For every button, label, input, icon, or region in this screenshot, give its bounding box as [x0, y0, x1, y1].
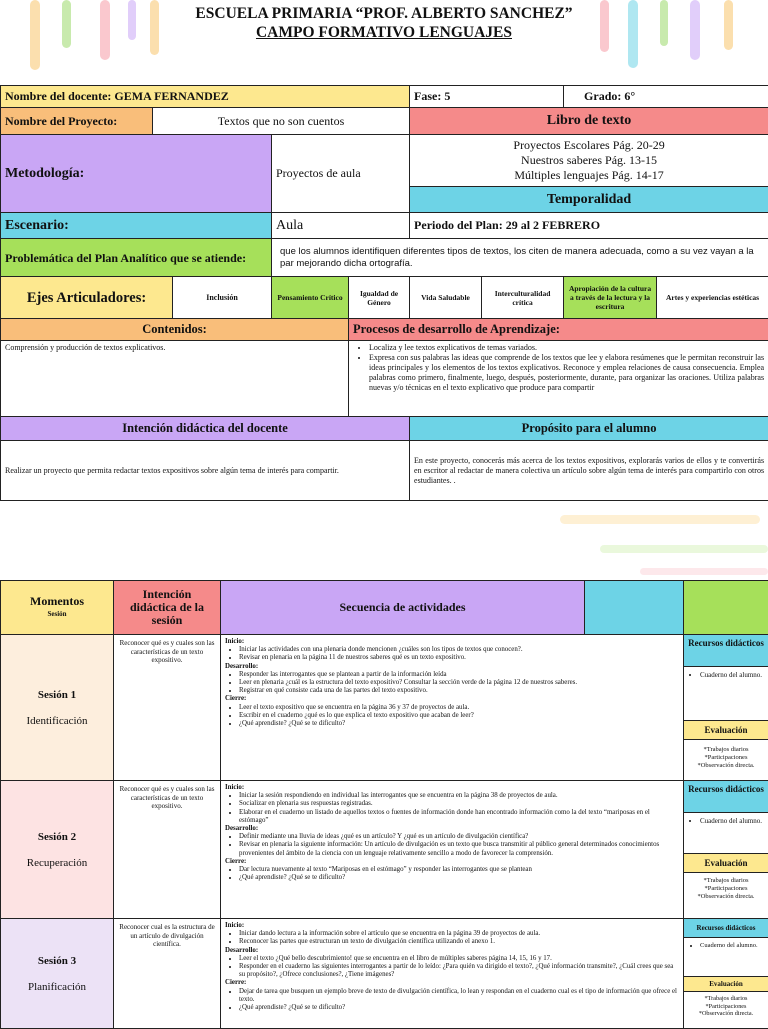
- evaluacion-item: *Observación directa.: [684, 1010, 768, 1018]
- activity-item: • Responder en el cuaderno las siguientes interrogantes a partir de lo leído: ¿Para quién va dirigido el texto?, ¿Qué información transmite?, ¿Cuál crees que sea su propósito?, ¿Ofrece conclusiones?, ¿Tiene imágenes?: [239, 963, 679, 979]
- inicio-label: Inicio:: [225, 922, 244, 929]
- inicio-label: Inicio:: [225, 784, 244, 791]
- session-intent: Reconocer cual es la estructura de un artículo de divulgación científica.: [114, 919, 221, 1029]
- libro-pages: [410, 135, 768, 187]
- session-resources: [684, 635, 768, 781]
- eje-apropiacion-cultura: Apropiación de la cultura a través de la lectura y la escritura: [564, 277, 657, 319]
- recursos-label: Recursos didácticos: [684, 781, 768, 813]
- contenidos-value: Comprensión y producción de textos explicativos.: [1, 341, 349, 417]
- proyecto-label: Nombre del Proyecto:: [1, 108, 153, 135]
- evaluacion-list: [684, 992, 768, 1018]
- header-blank-cyan: [585, 581, 684, 635]
- session-intent: Reconocer qué es y cuales son las características de un texto expositivo.: [114, 781, 221, 919]
- session-phase: Planificación: [5, 974, 109, 1000]
- intencion-docente-label: Intención didáctica del docente: [1, 417, 410, 441]
- evaluacion-item: *Participaciones: [684, 885, 768, 893]
- eje-vida-saludable: Vida Saludable: [410, 277, 482, 319]
- session-intent: Reconocer qué es y cuales son las características de un texto expositivo.: [114, 635, 221, 781]
- libro-line: Múltiples lenguajes Pág. 14-17: [414, 168, 764, 183]
- inicio-label: Inicio:: [225, 638, 244, 645]
- session-activities: [221, 781, 684, 919]
- activity-item: • Dar lectura nuevamente al texto “Mariposas en el estómago” y responder las interrogantes que se plantean: [239, 866, 679, 874]
- session-2-cell: [1, 781, 114, 919]
- metodologia-label: Metodología:: [1, 135, 272, 213]
- cierre-label: Cierre:: [225, 858, 246, 865]
- activity-item: • Leer el texto ¿Qué bello descubrimiento! que se encuentra en el libro de múltiples saberes página 14, 15, 16 y 17.: [239, 955, 679, 963]
- activity-item: • ¿Qué aprendiste? ¿Qué se te dificulto?: [239, 1004, 679, 1012]
- proceso-item: • Expresa con sus palabras las ideas que comprende de los textos que lee y elabora resúmenes que le permitan reconstruir las ideas principales y los elementos de los textos explicativos. Reconoce y emplea relaciones de causa consecuencia. Emplea palabras como primero, finalmente, luego, después, posteriormente, durante, para organizar las oraciones. Utiliza palabras nuevas y/o técnicas en el texto explicativo que produce para compartir: [369, 353, 764, 393]
- eje-pensamiento-critico: Pensamiento Crítico: [272, 277, 349, 319]
- session-title: Sesión 1: [5, 682, 109, 708]
- activity-item: • Leer el texto expositivo que se encuentra en la página 36 y 37 de proyectos de aula.: [239, 704, 679, 712]
- cierre-label: Cierre:: [225, 979, 246, 986]
- activity-item: • Iniciar dando lectura a la información sobre el artículo que se encuentra en la página 39 de proyectos de aula.: [239, 930, 679, 938]
- evaluacion-item: *Trabajos diarios: [684, 877, 768, 885]
- activity-item: • Socializar en plenaria sus respuestas registradas.: [239, 800, 679, 808]
- formative-field: CAMPO FORMATIVO LENGUAJES: [0, 23, 768, 42]
- activity-item: • Revisar en plenaria la siguiente información: Un artículo de divulgación es un texto que busca transmitir al público general determinados conocimientos provenientes del ámbito de la ciencia con un lenguaje relativamente sencillo a modo de favorecer la comprensión.: [239, 841, 679, 857]
- evaluacion-label: Evaluación: [684, 977, 768, 992]
- activity-item: • Escribir en el cuaderno ¿qué es lo que explica el texto expositivo que acaban de leer?: [239, 712, 679, 720]
- activity-item: • Registrar en qué consiste cada una de las partes del texto expositivo.: [239, 687, 679, 695]
- ejes-label: Ejes Articuladores:: [1, 277, 173, 319]
- session-phase: Identificación: [5, 708, 109, 734]
- activity-item: • Elaborar en el cuaderno un listado de aquellos textos o fuentes de información donde han encontrado información como la del texto “mariposas en el estómago”: [239, 809, 679, 825]
- desarrollo-label: Desarrollo:: [225, 825, 258, 832]
- evaluacion-item: *Observación directa.: [684, 893, 768, 901]
- problematica-value: que los alumnos identifiquen diferentes tipos de textos, los citen de manera adecuada, como a su vez vayan a la par mejorando dicha ortografía.: [272, 239, 768, 277]
- session-resources: [684, 919, 768, 1029]
- proyecto-value: Textos que no son cuentos: [153, 108, 410, 135]
- evaluacion-label: Evaluación: [684, 721, 768, 740]
- session-1-cell: [1, 635, 114, 781]
- activity-item: • Responder las interrogantes que se plantean a partir de la información leída: [239, 671, 679, 679]
- cierre-label: Cierre:: [225, 695, 246, 702]
- activity-item: • Revisar en plenaria en la página 11 de nuestros saberes qué es un texto expositivo.: [239, 654, 679, 662]
- session-activities: [221, 919, 684, 1029]
- sesion-label: Sesión: [5, 608, 109, 621]
- evaluacion-label: Evaluación: [684, 854, 768, 873]
- grado-cell: Grado: 6°: [564, 86, 768, 108]
- sequence-table: [0, 580, 768, 1029]
- session-phase: Recuperación: [5, 850, 109, 876]
- temporalidad-label: Temporalidad: [410, 187, 768, 213]
- proposito-label: Propósito para el alumno: [410, 417, 768, 441]
- fase-cell: Fase: 5: [410, 86, 564, 108]
- libro-label: Libro de texto: [410, 108, 768, 135]
- header-blank-green: [684, 581, 768, 635]
- activity-item: • ¿Qué aprendiste? ¿Qué se te dificulto?: [239, 874, 679, 882]
- secuencia-header: Secuencia de actividades: [221, 581, 585, 635]
- momentos-label: Momentos: [5, 595, 109, 608]
- activity-item: • Iniciar las actividades con una plenaria donde mencionen ¿cuáles son los tipos de textos que conocen?.: [239, 646, 679, 654]
- proceso-item: • Localiza y lee textos explicativos de temas variados.: [369, 343, 764, 353]
- periodo-cell: Periodo del Plan: 29 al 2 FEBRERO: [410, 213, 768, 239]
- recurso-item: • Cuaderno del alumno.: [700, 942, 764, 950]
- document-header: [0, 4, 768, 42]
- session-3-cell: [1, 919, 114, 1029]
- intencion-docente-value: Realizar un proyecto que permita redactar textos expositivos sobre algún tema de interés para compartir.: [1, 441, 410, 501]
- session-title: Sesión 3: [5, 948, 109, 974]
- recurso-item: • Cuaderno del alumno.: [700, 671, 764, 680]
- evaluacion-list: [684, 740, 768, 770]
- problematica-label: Problemática del Plan Analítico que se atiende:: [1, 239, 272, 277]
- activity-item: • Reconocer las partes que estructuran un texto de divulgación científica utilizando el anexo 1.: [239, 938, 679, 946]
- recurso-item: • Cuaderno del alumno.: [700, 817, 764, 826]
- activity-item: • ¿Qué aprendiste? ¿Qué se te dificulto?: [239, 720, 679, 728]
- recursos-label: Recursos didácticos: [684, 635, 768, 667]
- session-resources: [684, 781, 768, 919]
- evaluacion-item: *Participaciones: [684, 754, 768, 762]
- escenario-label: Escenario:: [1, 213, 272, 239]
- activity-item: • Definir mediante una lluvia de ideas ¿qué es un artículo? Y ¿qué es un artículo de divulgación científica?: [239, 833, 679, 841]
- recursos-label: Recursos didácticos: [684, 919, 768, 938]
- procesos-list: [349, 341, 768, 417]
- eje-interculturalidad: Interculturalidad crítica: [482, 277, 564, 319]
- evaluacion-list: [684, 873, 768, 901]
- docente-cell: Nombre del docente: GEMA FERNANDEZ: [1, 86, 410, 108]
- intencion-sesion-header: Intención didáctica de la sesión: [114, 581, 221, 635]
- contenidos-label: Contenidos:: [1, 319, 349, 341]
- escenario-value: Aula: [272, 213, 410, 239]
- school-name: ESCUELA PRIMARIA “PROF. ALBERTO SANCHEZ”: [0, 4, 768, 23]
- activity-item: • Dejar de tarea que busquen un ejemplo breve de texto de divulgación científica, lo lean y respondan en el cuaderno cual es el tipo de información que ofrece el texto.: [239, 988, 679, 1004]
- evaluacion-item: *Observación directa.: [684, 762, 768, 770]
- desarrollo-label: Desarrollo:: [225, 947, 258, 954]
- momentos-header: [1, 581, 114, 635]
- libro-line: Nuestros saberes Pág. 13-15: [414, 153, 764, 168]
- eje-artes: Artes y experiencias estéticas: [657, 277, 768, 319]
- eje-inclusion: Inclusión: [173, 277, 272, 319]
- metodologia-value: Proyectos de aula: [272, 135, 410, 213]
- eje-igualdad-genero: Igualdad de Género: [349, 277, 410, 319]
- session-title: Sesión 2: [5, 824, 109, 850]
- procesos-label: Procesos de desarrollo de Aprendizaje:: [349, 319, 768, 341]
- evaluacion-item: *Trabajos diarios: [684, 995, 768, 1003]
- plan-table: [0, 85, 768, 501]
- evaluacion-item: *Participaciones: [684, 1003, 768, 1011]
- libro-line: Proyectos Escolares Pág. 20-29: [414, 138, 764, 153]
- activity-item: • Iniciar la sesión respondiendo en individual las interrogantes que se encuentra en la página 38 de proyectos de aula.: [239, 792, 679, 800]
- activity-item: • Leer en plenaria ¿cuál es la estructura del texto expositivo? Consultar la sección verde de la página 12 de nuestros saberes.: [239, 679, 679, 687]
- session-activities: [221, 635, 684, 781]
- evaluacion-item: *Trabajos diarios: [684, 746, 768, 754]
- desarrollo-label: Desarrollo:: [225, 663, 258, 670]
- proposito-value: En este proyecto, conocerás más acerca de los textos expositivos, explorarás varios de ellos y te convertirás en escritor al redactar de manera colectiva un artículo sobre algún tema de interés para compartirlo con otros estudiantes. .: [410, 441, 768, 501]
